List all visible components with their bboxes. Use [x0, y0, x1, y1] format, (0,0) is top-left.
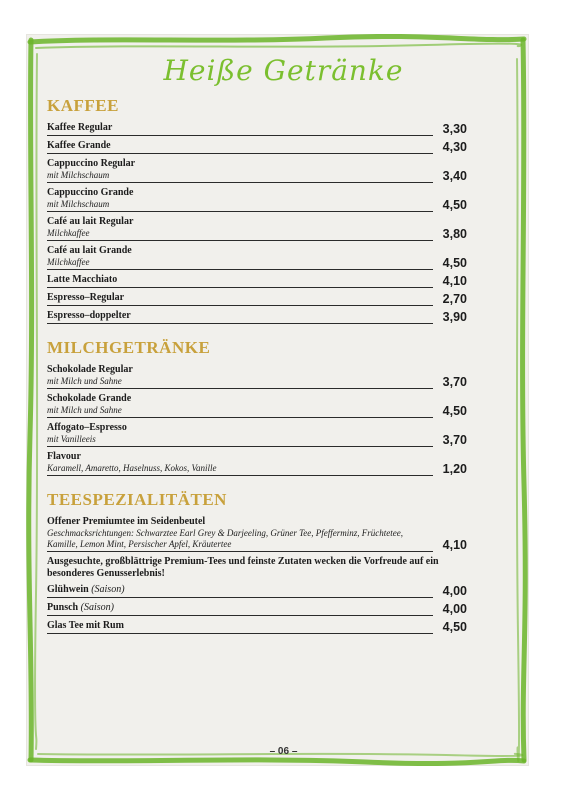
menu-item-text [47, 292, 433, 306]
section-teespezialitaeten [47, 490, 467, 634]
menu-item-description: Milchkaffee [47, 228, 90, 238]
menu-item-price: 3,80 [442, 227, 467, 241]
menu-item-price: 3,40 [442, 169, 467, 183]
menu-item [47, 245, 467, 270]
menu-item-price: 4,10 [442, 274, 467, 288]
menu-item-text [47, 620, 433, 634]
menu-item-price: 4,50 [442, 256, 467, 270]
menu-item-description: mit Milch und Sahne [47, 405, 122, 415]
menu-item-name [47, 451, 433, 463]
item-list [47, 584, 467, 634]
menu-item [47, 292, 467, 306]
menu-item-name-text: Schokolade Grande [47, 393, 132, 404]
menu-item-price: 3,70 [442, 433, 467, 447]
menu-item-name-text: Café au lait Grande [47, 245, 132, 256]
menu-item-description: Karamell, Amaretto, Haselnuss, Kokos, Vanille [47, 463, 217, 473]
menu-item-name-text: Kaffee Regular [47, 122, 113, 133]
menu-item-price: 4,00 [442, 602, 467, 616]
menu-item-text [47, 158, 433, 183]
menu-item-name-text: Glas Tee mit Rum [47, 620, 124, 631]
menu-item-season: (Saison) [80, 602, 114, 613]
section-milchgetraenke [47, 338, 467, 476]
menu-item-name [47, 602, 433, 614]
menu-item-name-text: Schokolade Regular [47, 364, 133, 375]
menu-item [47, 584, 467, 598]
section-kaffee [47, 96, 467, 324]
menu-item-text [47, 422, 433, 447]
menu-item-name [47, 310, 433, 322]
menu-item-text [47, 393, 433, 418]
page-title: Heiße Getränke [163, 54, 404, 87]
menu-item-price: 3,70 [442, 375, 467, 389]
section-heading: MILCHGETRÄNKE [47, 338, 211, 357]
menu-item [47, 516, 467, 552]
menu-item-name [47, 620, 433, 632]
menu-item-name [47, 245, 433, 257]
menu-item-name-text: Café au lait Regular [47, 216, 134, 227]
menu-item-description: mit Milchschaum [47, 199, 110, 209]
menu-item-name-text: Glühwein [47, 584, 89, 595]
menu-item [47, 364, 467, 389]
menu-item-description: Milchkaffee [47, 257, 90, 267]
item-list [47, 364, 467, 476]
menu-item-text [47, 122, 433, 136]
menu-item-name-text: Espresso–doppelter [47, 310, 131, 321]
menu-item [47, 602, 467, 616]
menu-item [47, 620, 467, 634]
menu-item-text [47, 216, 433, 241]
menu-item-text [47, 140, 433, 154]
menu-item-description: mit Milch und Sahne [47, 376, 122, 386]
menu-item-price: 4,50 [442, 620, 467, 634]
menu-item-text [47, 274, 433, 288]
menu-item-name [47, 187, 433, 199]
menu-item-name-text: Latte Macchiato [47, 274, 118, 285]
menu-item-description: mit Vanilleeis [47, 434, 96, 444]
menu-item-name-text: Espresso–Regular [47, 292, 125, 303]
menu-item-price: 3,90 [442, 310, 467, 324]
menu-item-name [47, 140, 433, 152]
menu-item-name-text: Cappuccino Regular [47, 158, 136, 169]
menu-item-description: Geschmacksrichtungen: Schwarztee Earl Grey & Darjeeling, Grüner Tee, Pfefferminz, Früchtetee, Kamille, Lemon Mint, Persischer Apfel, Kräutertee [47, 528, 404, 549]
menu-item-text [47, 516, 433, 552]
menu-item-name-text: Kaffee Grande [47, 140, 111, 151]
menu-item [47, 310, 467, 324]
menu-item-price: 4,10 [442, 538, 467, 552]
menu-item-name-text: Flavour [47, 451, 81, 462]
menu-item [47, 216, 467, 241]
menu-item-name [47, 274, 433, 286]
menu-item-name [47, 364, 433, 376]
menu-item-price: 4,00 [442, 584, 467, 598]
menu-item [47, 158, 467, 183]
menu-item-description: mit Milchschaum [47, 170, 110, 180]
menu-item-name [47, 122, 433, 134]
menu-content [47, 96, 467, 648]
menu-item [47, 451, 467, 476]
menu-item-name [47, 516, 433, 528]
menu-item [47, 393, 467, 418]
menu-item-price: 1,20 [442, 462, 467, 476]
menu-item-name-text: Punsch [47, 602, 79, 613]
menu-item-name [47, 422, 433, 434]
section-heading: KAFFEE [47, 96, 119, 115]
menu-item-name [47, 216, 433, 228]
menu-item [47, 122, 467, 136]
menu-item-name [47, 584, 433, 596]
menu-item [47, 422, 467, 447]
menu-item [47, 187, 467, 212]
menu-item-price: 4,30 [442, 140, 467, 154]
menu-item-name-text: Affogato–Espresso [47, 422, 127, 433]
item-list [47, 122, 467, 324]
menu-item-text [47, 364, 433, 389]
menu-item-name-text: Cappuccino Grande [47, 187, 134, 198]
page-number: – 06 – [269, 746, 298, 757]
menu-item-name [47, 393, 433, 405]
menu-item-season: (Saison) [91, 584, 125, 595]
menu-item-text [47, 245, 433, 270]
menu-item-name-text: Offener Premiumtee im Seidenbeutel [47, 516, 206, 527]
section-heading: TEESPEZIALITÄTEN [47, 490, 227, 509]
menu-item-price: 3,30 [442, 122, 467, 136]
menu-item-text [47, 451, 433, 476]
menu-item-price: 4,50 [442, 404, 467, 418]
menu-item-name [47, 292, 433, 304]
menu-item-text [47, 187, 433, 212]
item-list [47, 516, 467, 552]
menu-item-text [47, 584, 433, 598]
menu-item-text [47, 602, 433, 616]
menu-item [47, 274, 467, 288]
menu-item-text [47, 310, 433, 324]
menu-item [47, 140, 467, 154]
tea-note: Ausgesuchte, großblättrige Premium-Tees und feinste Zutaten wecken die Vorfreude auf ein besonderes Genusserlebnis! [47, 556, 439, 579]
menu-item-name [47, 158, 433, 170]
menu-item-price: 4,50 [442, 198, 467, 212]
menu-item-price: 2,70 [442, 292, 467, 306]
